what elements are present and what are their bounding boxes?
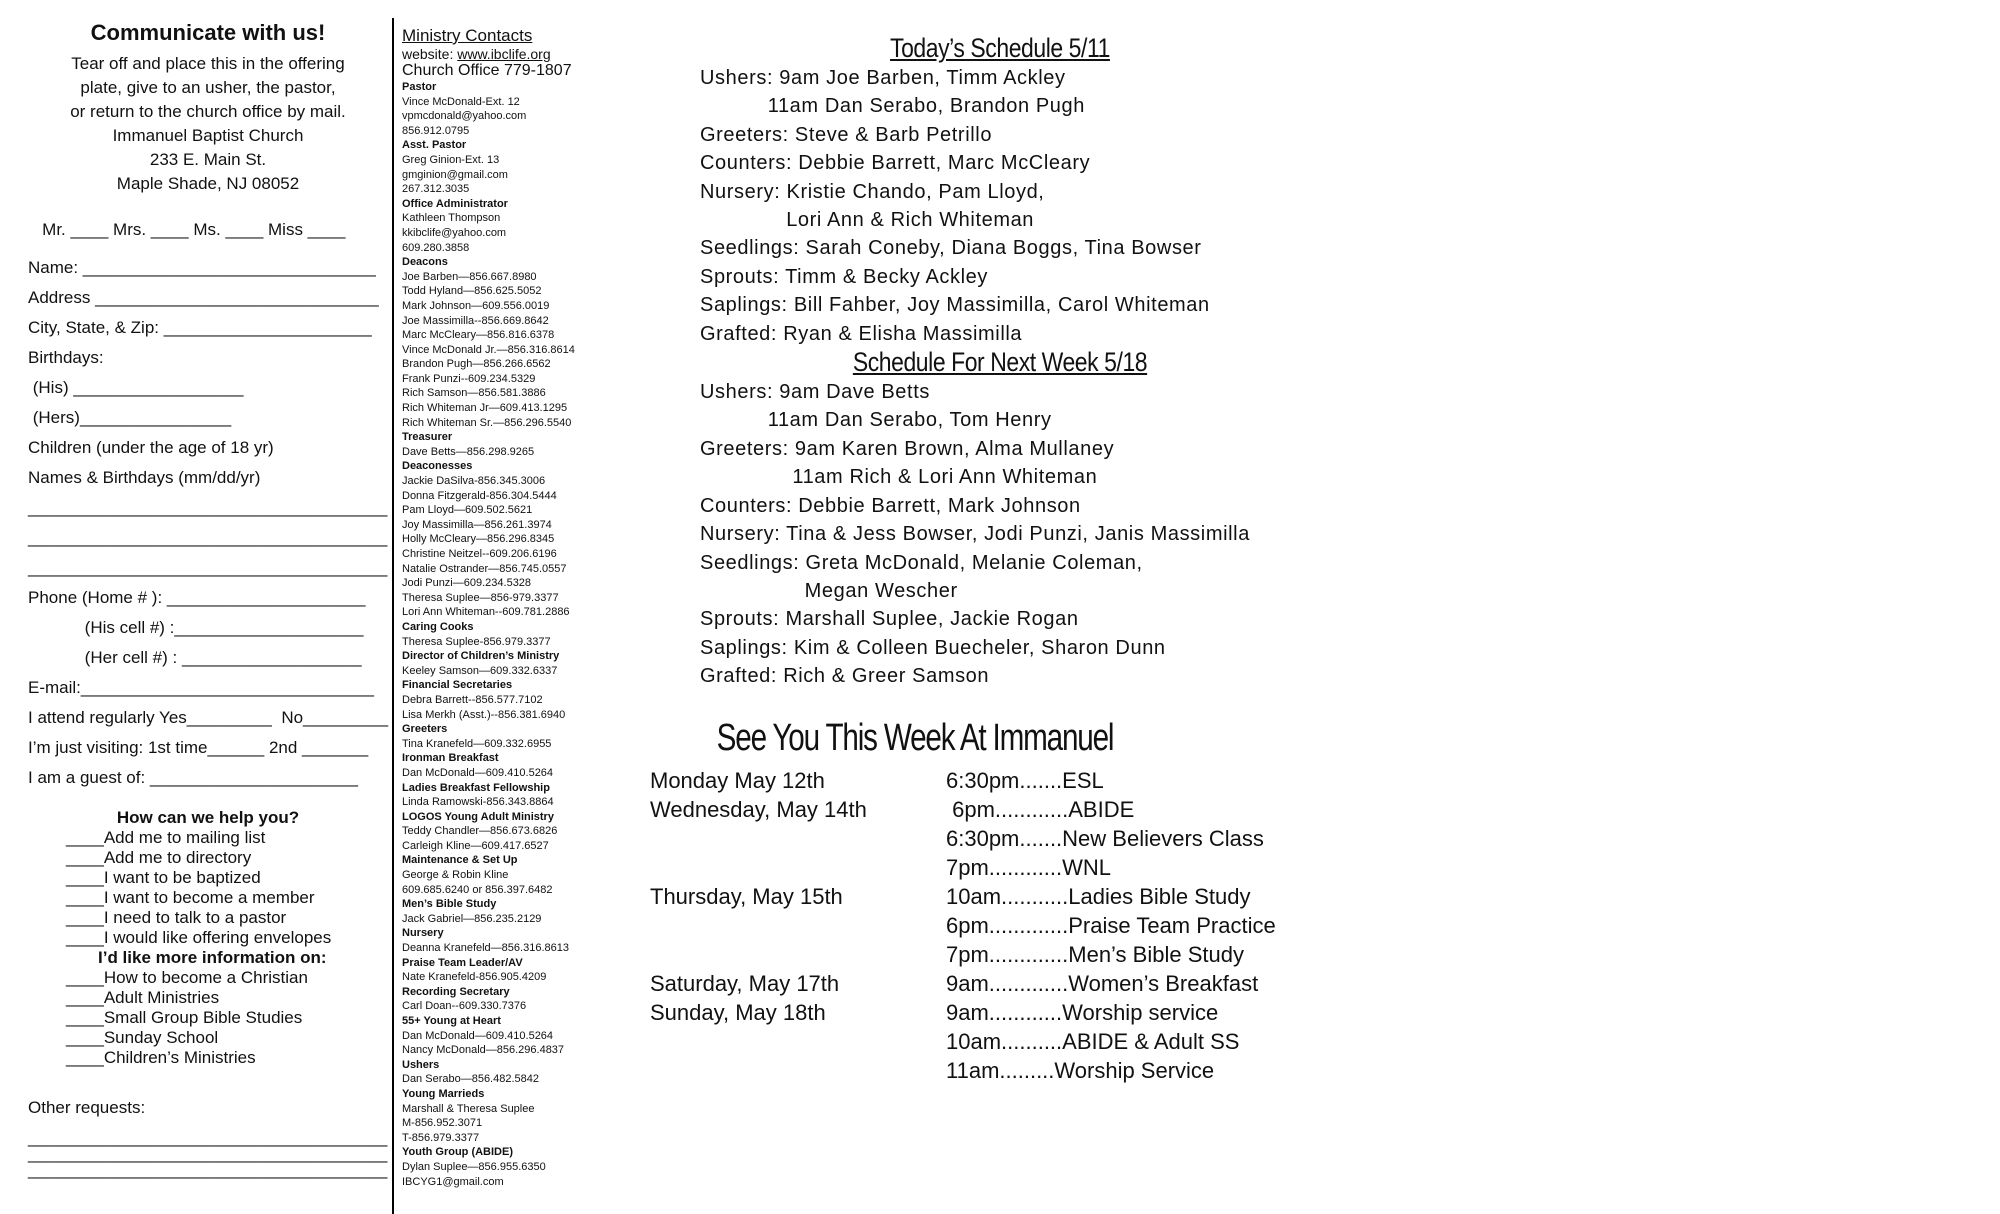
contact-entry: Lisa Merkh (Asst.)--856.381.6940 [402,708,566,721]
church-office-phone: Church Office 779-1807 [402,62,572,79]
contact-role: Ironman Breakfast [402,752,499,765]
event-row [650,1056,1350,1085]
schedule-line: Megan Wescher [700,579,958,602]
intro-line: plate, give to an usher, the pastor, [80,78,336,97]
form-field-line: (His) __________________ [28,378,244,397]
today-schedule [700,64,1400,348]
form-field-line: Address ______________________________ [28,288,379,307]
contact-entry: Brandon Pugh—856.266.6562 [402,358,551,371]
contact-entry: Jodi Punzi—609.234.5328 [402,577,532,590]
contact-entry: Pam Lloyd—609.502.5621 [402,504,533,517]
contact-entry: Joe Massimilla--856.669.8642 [402,314,549,327]
info-option: ____How to become a Christian [66,968,308,987]
form-field-line: ______________________________________ [28,558,388,577]
contact-entry: Greg Ginion-Ext. 13 [402,153,500,166]
info-option: ____Adult Ministries [66,988,220,1007]
schedules [700,32,1400,691]
contact-entry: Marshall & Theresa Suplee [402,1102,535,1115]
info-option: ____Children’s Ministries [66,1048,256,1067]
form-field-line: Phone (Home # ): _____________________ [28,588,366,607]
schedule-line: Grafted: Rich & Greer Samson [700,665,990,688]
card-intro [28,52,388,196]
contact-entry: Linda Ramowski-856.343.8864 [402,796,554,809]
schedule-line: Seedlings: Sarah Coneby, Diana Boggs, Tina Bowser [700,237,1202,260]
help-option: ____I want to be baptized [66,868,261,887]
help-option: ____Add me to directory [66,848,252,867]
help-options [28,828,388,948]
contact-role: Office Administrator [402,197,508,210]
contact-entry: IBCYG1@gmail.com [402,1175,504,1188]
contact-entry: Dan McDonald—609.410.5264 [402,1029,554,1042]
contact-entry: M-856.952.3071 [402,1117,483,1130]
event-row [650,824,1350,853]
contact-entry: 267.312.3035 [402,183,470,196]
contact-entry: Nate Kranefeld-856.905.4209 [402,971,547,984]
event-row [650,795,1350,824]
contact-role: Deacons [402,256,448,269]
schedule-line: Sprouts: Marshall Suplee, Jackie Rogan [700,608,1079,631]
form-field-line: I attend regularly Yes_________ No_________ [28,708,389,727]
contact-role: Men’s Bible Study [402,898,497,911]
contact-entry: Todd Hyland—856.625.5052 [402,285,542,298]
form-field-line: Mr. ____ Mrs. ____ Ms. ____ Miss ____ [28,220,346,239]
contact-entry: Tina Kranefeld—609.332.6955 [402,737,552,750]
event-row [650,766,1350,795]
contact-entry: Keeley Samson—609.332.6337 [402,664,558,677]
other-requests-label: Other requests: [28,1098,146,1117]
contact-entry: Dan McDonald—609.410.5264 [402,766,554,779]
event-time: 6:30pm.......ESL [946,768,1104,793]
contact-entry: Joe Barben—856.667.8980 [402,270,537,283]
event-day [650,1027,946,1056]
info-option: ____Sunday School [66,1028,219,1047]
contact-entry: Deanna Kranefeld—856.316.8613 [402,942,569,955]
contact-entry: George & Robin Kline [402,869,509,882]
event-day [650,1056,946,1085]
ministry-contacts [402,26,622,1189]
contact-entry: T-856.979.3377 [402,1131,480,1144]
contact-entry: Dylan Suplee—856.955.6350 [402,1160,546,1173]
event-time: 9am.............Women’s Breakfast [946,971,1259,996]
card-title: Communicate with us! [90,20,326,45]
event-day: Wednesday, May 14th [650,797,867,822]
contact-entry: 609.280.3858 [402,241,470,254]
contact-entry: 856.912.0795 [402,124,470,137]
form-field-line: Children (under the age of 18 yr) [28,438,274,457]
contact-role: LOGOS Young Adult Ministry [402,810,554,823]
contact-role: Ushers [402,1058,440,1071]
schedule-line: Greeters: 9am Karen Brown, Alma Mullaney [700,437,1115,460]
contact-entry: Teddy Chandler—856.673.6826 [402,825,558,838]
blank-line: ______________________________________ [28,1160,388,1179]
schedule-line: Lori Ann & Rich Whiteman [700,209,1035,232]
contact-entry: Debra Barrett--856.577.7102 [402,693,543,706]
card-fields [28,218,388,790]
form-field-line: I’m just visiting: 1st time______ 2nd _______ [28,738,369,757]
form-field-line: Name: _______________________________ [28,258,376,277]
church-street: 233 E. Main St. [149,150,267,169]
contact-entry: Dave Betts—856.298.9265 [402,445,535,458]
contacts-title: Ministry Contacts [402,26,533,45]
contact-role: Youth Group (ABIDE) [402,1146,513,1159]
contact-role: Maintenance & Set Up [402,854,518,867]
contact-role: Asst. Pastor [402,139,467,152]
blank-line: ______________________________________ [28,1128,388,1147]
contact-entry: Lori Ann Whiteman--609.781.2886 [402,606,570,619]
event-day [650,824,946,853]
form-field-line: ______________________________________ [28,498,388,517]
contact-role: Nursery [402,927,444,940]
contact-role: Financial Secretaries [402,679,513,692]
contact-entry: Vince McDonald Jr.—856.316.8614 [402,343,575,356]
contact-entry: Holly McCleary—856.296.8345 [402,533,555,546]
help-option: ____Add me to mailing list [66,828,266,847]
next-week-title: Schedule For Next Week 5/18 [852,347,1148,378]
contact-entry: Jackie DaSilva-856.345.3006 [402,475,546,488]
event-time: 6:30pm.......New Believers Class [946,826,1264,851]
next-week-schedule [700,378,1400,690]
form-field-line: ______________________________________ [28,528,388,547]
contact-entry: Rich Whiteman Jr—609.413.1295 [402,402,568,415]
contact-role: Recording Secretary [402,985,510,998]
schedule-line: Seedlings: Greta McDonald, Melanie Coleman, [700,551,1143,574]
event-row [650,853,1350,882]
vertical-divider [392,18,394,1214]
this-week-events [650,718,1350,1085]
contact-role: Treasurer [402,431,453,444]
event-time: 6pm............ABIDE [946,797,1135,822]
website-line [402,46,622,62]
church-name: Immanuel Baptist Church [112,126,304,145]
contact-role: Deaconesses [402,460,473,473]
info-option: ____Small Group Bible Studies [66,1008,303,1027]
contact-role: Praise Team Leader/AV [402,956,523,969]
form-field-line: Birthdays: [28,348,104,367]
contact-entry: Kathleen Thompson [402,212,501,225]
intro-line: Tear off and place this in the offering [71,54,345,73]
form-field-line: Names & Birthdays (mm/dd/yr) [28,468,261,487]
event-time: 9am............Worship service [946,1000,1219,1025]
intro-line: or return to the church office by mail. [70,102,346,121]
contact-entry: Donna Fitzgerald-856.304.5444 [402,489,557,502]
event-day: Monday May 12th [650,768,825,793]
contact-entry: Mark Johnson—609.556.0019 [402,299,550,312]
contact-role: Ladies Breakfast Fellowship [402,781,550,794]
contact-role: Pastor [402,81,437,93]
help-option: ____I would like offering envelopes [66,928,332,947]
schedule-line: Saplings: Bill Fahber, Joy Massimilla, Carol Whiteman [700,294,1210,317]
contact-role: Caring Cooks [402,620,474,633]
contact-entry: Rich Samson—856.581.3886 [402,387,546,400]
schedule-line: Ushers: 9am Joe Barben, Timm Ackley [700,67,1066,89]
contact-entry: Theresa Suplee-856.979.3377 [402,635,551,648]
church-city: Maple Shade, NJ 08052 [116,174,300,193]
info-title: I’d like more information on: [98,948,327,967]
contact-entry: Natalie Ostrander—856.745.0557 [402,562,567,575]
event-row [650,1027,1350,1056]
contact-entry: Frank Punzi--609.234.5329 [402,372,536,385]
form-field-line: (Her cell #) : ___________________ [28,648,362,667]
contact-role: Director of Children’s Ministry [402,650,560,663]
schedule-line: Greeters: Steve & Barb Petrillo [700,123,993,146]
contact-entry: Jack Gabriel—856.235.2129 [402,912,542,925]
schedule-line: 11am Dan Serabo, Brandon Pugh [700,95,1085,118]
schedule-line: 11am Dan Serabo, Tom Henry [700,409,1052,432]
event-day [650,853,946,882]
event-day: Thursday, May 15th [650,884,843,909]
event-day [650,940,946,969]
help-option: ____I need to talk to a pastor [66,908,287,927]
form-field-line: (His cell #) :____________________ [28,618,364,637]
event-time: 10am...........Ladies Bible Study [946,884,1251,909]
schedule-line: Saplings: Kim & Colleen Buecheler, Sharon Dunn [700,636,1166,659]
event-day: Saturday, May 17th [650,971,840,996]
communication-card [28,20,388,1178]
website-link[interactable]: www.ibclife.org [457,46,551,62]
event-row [650,940,1350,969]
event-row [650,998,1350,1027]
contact-entry: Vince McDonald-Ext. 12 [402,95,520,108]
event-time: 7pm.............Men’s Bible Study [946,942,1244,967]
event-row [650,969,1350,998]
contact-entry: Marc McCleary—856.816.6378 [402,329,555,342]
contact-entry: Joy Massimilla—856.261.3974 [402,518,552,531]
form-field-line: I am a guest of: ______________________ [28,768,358,787]
schedule-line: Nursery: Kristie Chando, Pam Lloyd, [700,180,1045,203]
contact-entry: vpmcdonald@yahoo.com [402,110,527,123]
event-time: 11am.........Worship Service [946,1058,1215,1083]
contact-role: Young Marrieds [402,1087,485,1100]
contact-role: 55+ Young at Heart [402,1015,501,1027]
other-request-lines [28,1130,388,1178]
schedule-line: Counters: Debbie Barrett, Marc McCleary [700,152,1091,175]
today-schedule-title: Today’s Schedule 5/11 [890,33,1110,63]
help-title: How can we help you? [116,808,300,827]
contact-entry: Carl Doan--609.330.7376 [402,1000,527,1013]
schedule-line: 11am Rich & Lori Ann Whiteman [700,466,1098,489]
contact-entry: kkibclife@yahoo.com [402,226,507,239]
event-time: 6pm.............Praise Team Practice [946,913,1276,938]
schedule-line: Grafted: Ryan & Elisha Massimilla [700,322,1023,345]
event-row [650,911,1350,940]
contact-entry: Dan Serabo—856.482.5842 [402,1073,539,1086]
contact-groups [402,80,622,1189]
contact-entry: 609.685.6240 or 856.397.6482 [402,883,553,896]
event-day [650,911,946,940]
event-row [650,882,1350,911]
contact-entry: Rich Whiteman Sr.—856.296.5540 [402,416,572,429]
contact-role: Greeters [402,723,448,736]
event-day: Sunday, May 18th [650,1000,826,1025]
schedule-line: Nursery: Tina & Jess Bowser, Jodi Punzi, Janis Massimilla [700,523,1250,546]
event-list [650,766,1350,1085]
contact-entry: Christine Neitzel--609.206.6196 [402,548,557,560]
contact-entry: Carleigh Kline—609.417.6527 [402,839,549,852]
form-field-line: E-mail:_______________________________ [28,678,374,697]
contact-entry: Theresa Suplee—856-979.3377 [402,591,559,604]
website-label: website: [402,46,458,62]
contact-entry: Nancy McDonald—856.296.4837 [402,1044,565,1057]
event-time: 10am..........ABIDE & Adult SS [946,1029,1240,1054]
contact-entry: gmginion@gmail.com [402,168,508,181]
week-title: See You This Week At Immanuel [716,717,1114,759]
help-option: ____I want to become a member [66,888,315,907]
form-field-line: City, State, & Zip: ______________________ [28,318,372,337]
event-time: 7pm............WNL [946,855,1112,880]
blank-line: ______________________________________ [28,1144,388,1163]
info-options [28,968,388,1068]
form-field-line: (Hers)________________ [28,408,232,427]
schedule-line: Sprouts: Timm & Becky Ackley [700,265,988,288]
schedule-line: Ushers: 9am Dave Betts [700,381,930,404]
schedule-line: Counters: Debbie Barrett, Mark Johnson [700,494,1081,517]
